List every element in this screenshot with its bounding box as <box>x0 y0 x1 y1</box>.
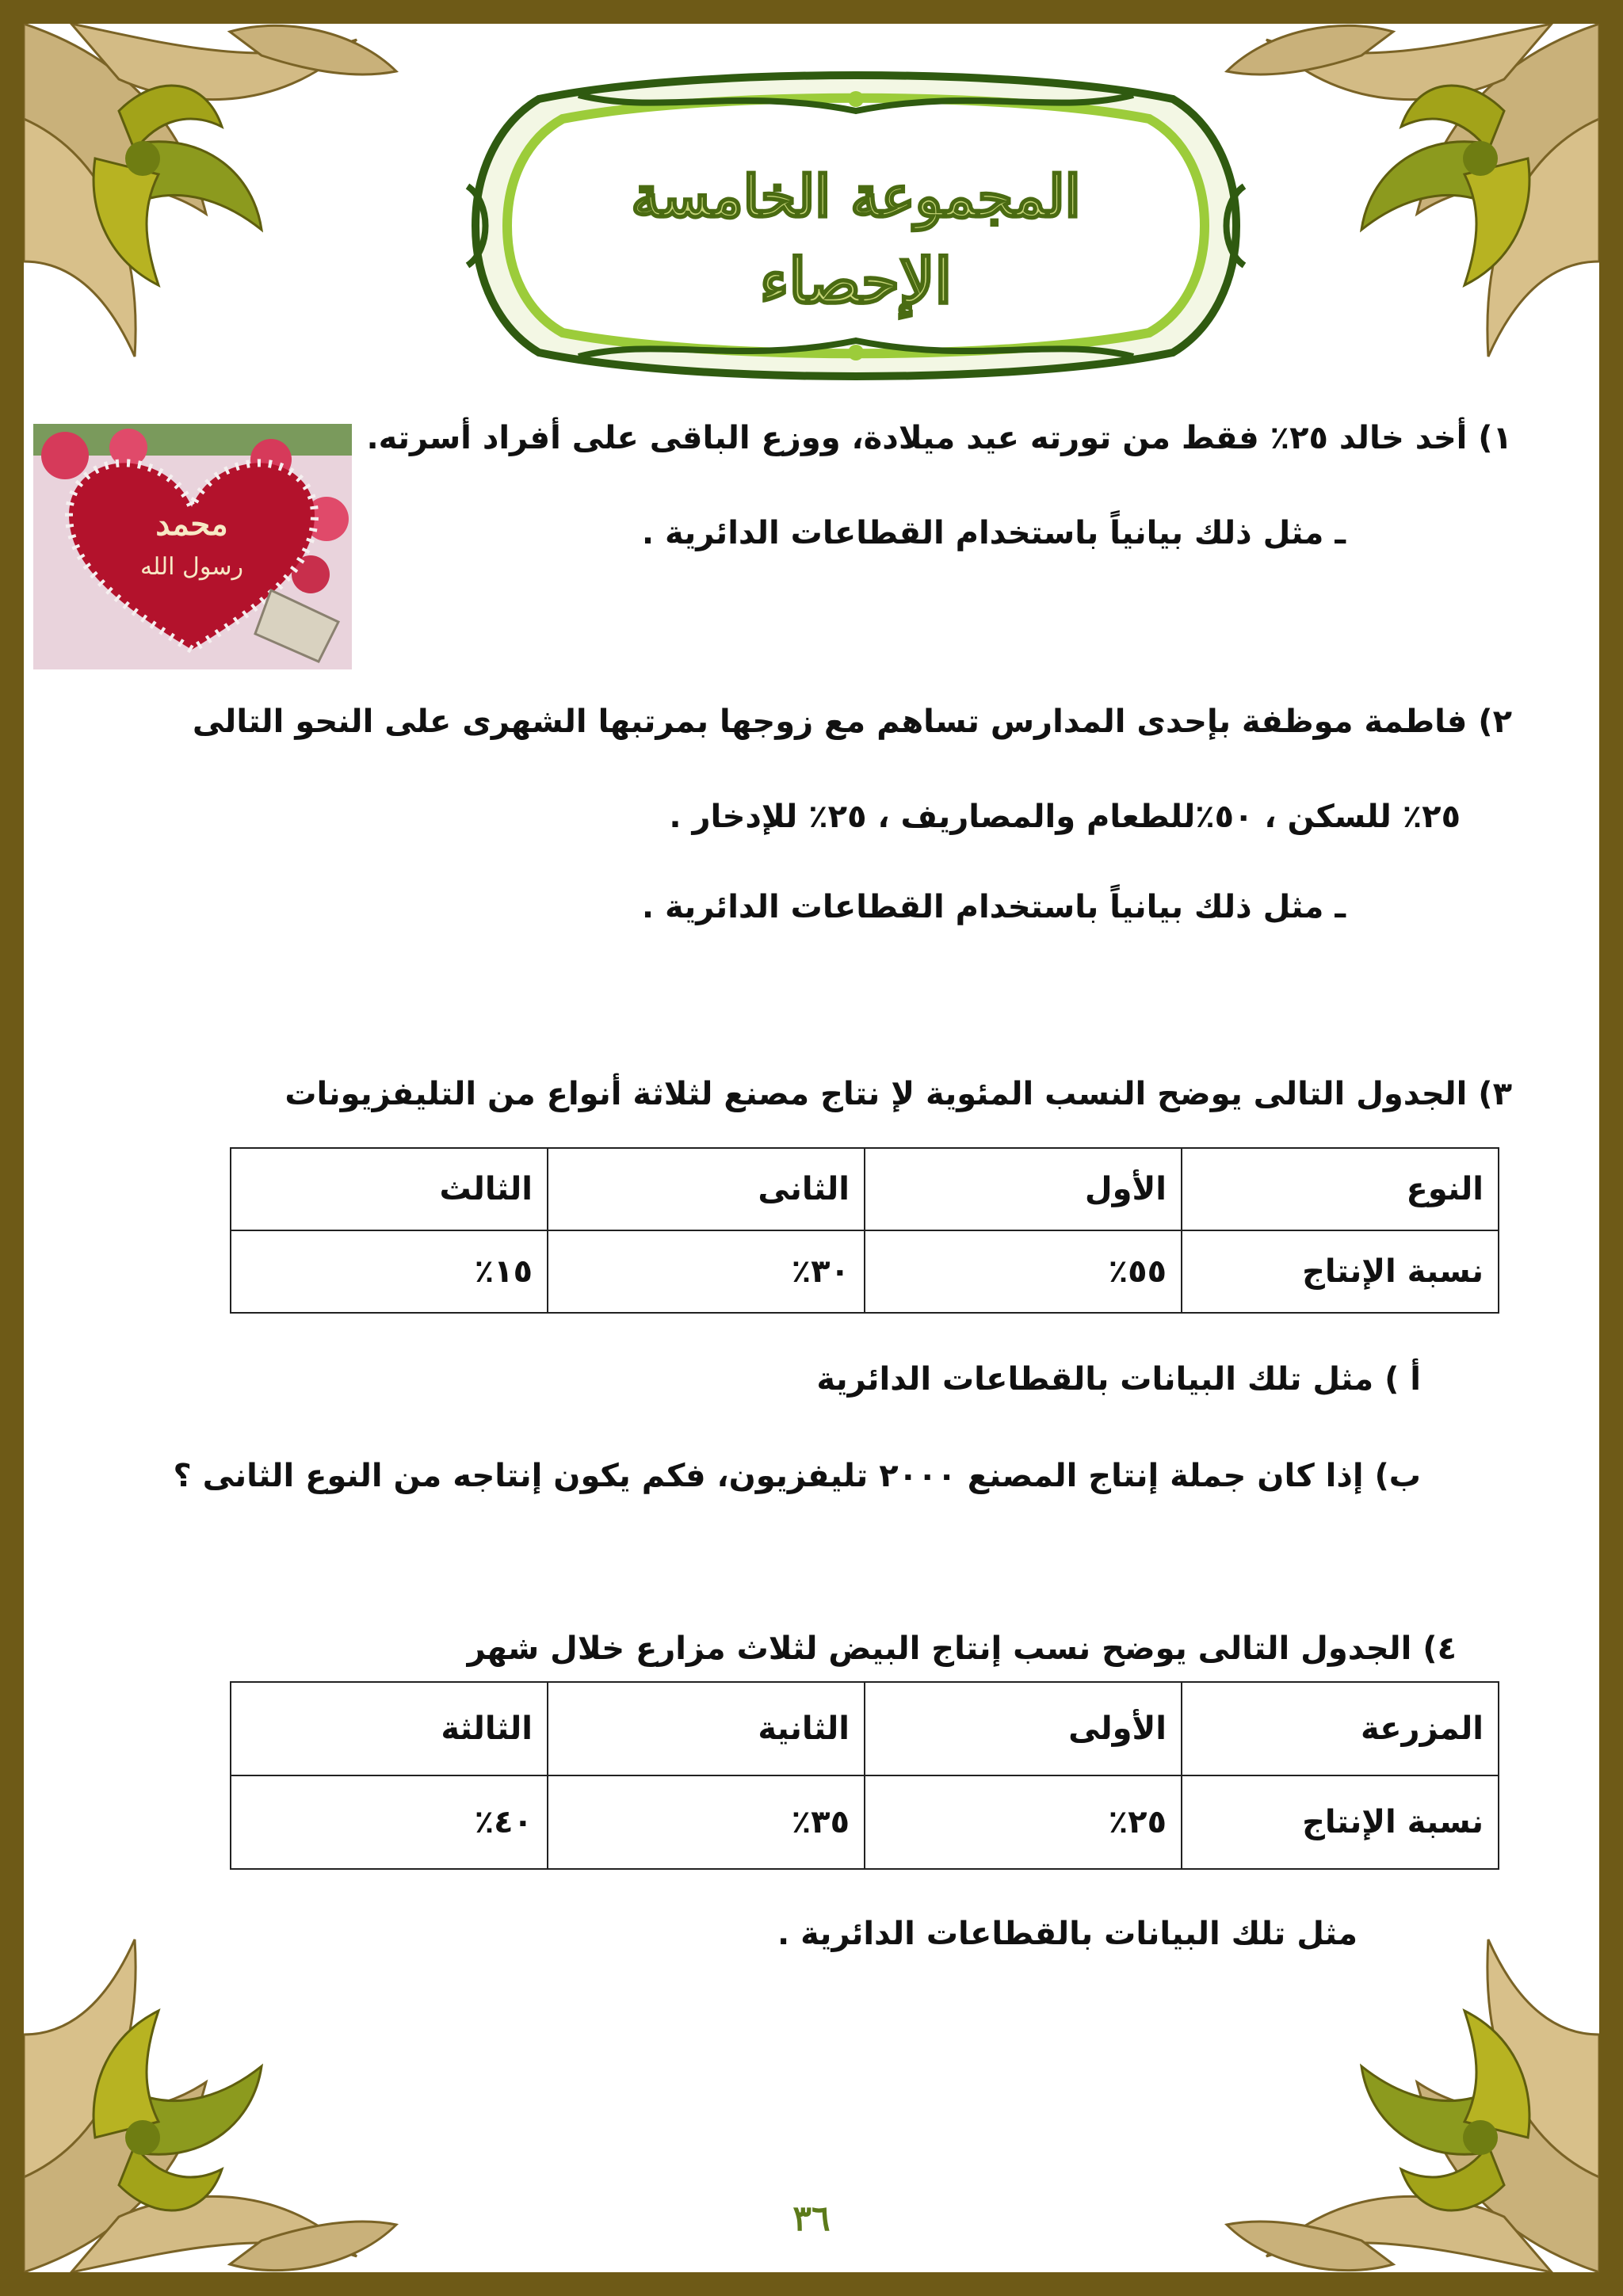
q3-table-cell: الأول <box>865 1148 1182 1230</box>
q3-table-cell: ٥٥٪ <box>865 1230 1182 1313</box>
q4-table-cell: نسبة الإنتاج <box>1182 1775 1499 1869</box>
q4-table-header-row <box>231 1682 1499 1775</box>
q3-table-cell: الثالث <box>231 1148 548 1230</box>
corner-ornament-top-left <box>24 24 468 436</box>
q3-table-cell: النوع <box>1182 1148 1499 1230</box>
q3-table-cell: ٣٠٪ <box>548 1230 865 1313</box>
page-title: المجموعة الخامسة <box>631 162 1081 230</box>
q4-table-cell: ٢٥٪ <box>865 1775 1182 1869</box>
q3-table-cell: ١٥٪ <box>231 1230 548 1313</box>
q1-statement: ١) أخد خالد ٢٥٪ فقط من تورته عيد ميلادة، ووزع الباقى على أفراد أسرته. <box>366 420 1512 456</box>
q4-table-cell: الأولى <box>865 1682 1182 1775</box>
q3-table-row <box>231 1230 1499 1313</box>
q2-statement: ٢) فاطمة موظفة بإحدى المدارس تساهم مع زوجها بمرتبها الشهرى على النحو التالى <box>192 704 1512 740</box>
q3-table <box>230 1147 1499 1314</box>
q4-table-cell: ٤٠٪ <box>231 1775 548 1869</box>
q2-instruction: ـ مثل ذلك بيانياً باستخدام القطاعات الدائرية . <box>641 889 1346 925</box>
q3-intro: ٣) الجدول التالى يوضح النسب المئوية لإ نتاج مصنع لثلاثة أنواع من التليفزيونات <box>285 1076 1512 1112</box>
q4-intro: ٤) الجدول التالى يوضح نسب إنتاج البيض لثلاث مزارع خلال شهر <box>467 1630 1457 1667</box>
q3-table-header-row <box>231 1148 1499 1230</box>
q4-instruction: مثل تلك البيانات بالقطاعات الدائرية . <box>777 1916 1358 1952</box>
q4-table-cell: ٣٥٪ <box>548 1775 865 1869</box>
q2-distribution: ٢٥٪ للسكن ، ٥٠٪للطعام والمصاريف ، ٢٥٪ للإدخار . <box>669 799 1461 835</box>
worksheet-page <box>24 24 1599 2272</box>
q3-table-cell: نسبة الإنتاج <box>1182 1230 1499 1313</box>
q4-table-cell: الثالثة <box>231 1682 548 1775</box>
photo-text-1: محمد <box>155 505 228 543</box>
decorative-heart-image <box>33 424 352 669</box>
photo-text-2: رسول الله <box>140 553 243 581</box>
q4-table-cell: الثانية <box>548 1682 865 1775</box>
q3-table-cell: الثانى <box>548 1148 865 1230</box>
q3-part-b: ب) إذا كان جملة إنتاج المصنع ٢٠٠٠ تليفزيون، فكم يكون إنتاجه من النوع الثانى ؟ <box>173 1458 1421 1494</box>
page-number: ٣٦ <box>792 2199 831 2239</box>
page-subtitle: الإحصاء <box>759 246 953 318</box>
title-frame <box>452 67 1260 384</box>
q3-part-a: أ ) مثل تلك البيانات بالقطاعات الدائرية <box>816 1361 1421 1398</box>
q1-instruction: ـ مثل ذلك بيانياً باستخدام القطاعات الدائرية . <box>641 515 1346 551</box>
q4-table-cell: المزرعة <box>1182 1682 1499 1775</box>
q4-table <box>230 1681 1499 1870</box>
q4-table-row <box>231 1775 1499 1869</box>
